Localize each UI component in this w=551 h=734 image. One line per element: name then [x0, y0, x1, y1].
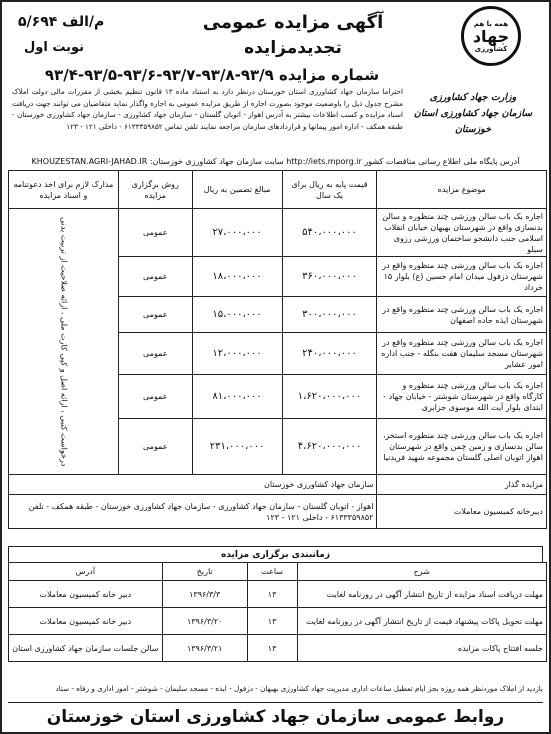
notice-subtitle: تجدیدمزایده: [244, 38, 342, 58]
schedule-row: [9, 581, 547, 608]
row-deposit: ۲۷،۰۰۰،۰۰۰: [192, 209, 282, 257]
schedule-hour: ۱۳: [247, 581, 297, 608]
col-hour: ساعت: [247, 563, 297, 581]
row-subject: اجاره یک باب سالن ورزشی چند منظوره و کارگاه واقع در شهرستان شوشتر - خیابان جهاد - ابتدای بلوار آیت الله موسوی جزایری: [377, 375, 547, 419]
auction-table: [8, 170, 547, 529]
auction-numbers: شماره مزایده ۹۳/۹-۹۳/۸-۹۳/۷-۹۳/۶-۹۳/۵-۹۳/۴: [44, 66, 380, 84]
schedule-hour: ۱۳: [247, 635, 297, 662]
row-method: عمومی: [118, 257, 192, 297]
row-deposit: ۱۸،۰۰۰،۰۰۰: [192, 257, 282, 297]
schedule-desc: مهلت دریافت اسناد مزایده از تاریخ انتشار آگهی در روزنامه لغایت: [297, 581, 546, 608]
row-base-price: ۴،۶۲۰،۰۰۰،۰۰۰: [282, 419, 377, 475]
col-method: روش برگزاری مزایده: [118, 171, 192, 209]
logo-main-text: جهاد: [472, 26, 510, 46]
schedule-address: دبیر خانه کمیسیون معاملات: [9, 581, 163, 608]
row-deposit: ۸۱،۰۰۰،۰۰۰: [192, 375, 282, 419]
schedule-date: ۱۳۹۶/۳/۳: [162, 581, 247, 608]
row-deposit: ۱۵،۰۰۰،۰۰۰: [192, 297, 282, 333]
auctioneer-value: سازمان جهاد کشاورزی خوزستان: [9, 475, 377, 495]
schedule-header-row: [9, 563, 547, 581]
schedule-title: زمانبندی برگزاری مزایده: [8, 546, 543, 562]
schedule-date: ۱۳۹۶/۳/۲۰: [162, 608, 247, 635]
col-subject: موضوع مزایده: [377, 171, 547, 209]
table-row: [9, 209, 547, 257]
schedule-row: [9, 635, 547, 662]
secretariat-value: اهواز - اتوبان گلستان - سازمان جهاد کشاورزی - سازمان جهاد کشاورزی خوزستان - طبقه همکف - تلفن ۶۱۳۳۳۵۹۸۵۲ - داخلی ۱۲۱ - ۱۲۳: [9, 495, 377, 529]
col-base-price: قیمت پایه به ریال برای یک سال: [282, 171, 377, 209]
logo-top-text: همه با هم: [473, 19, 509, 28]
schedule-hour: ۱۳: [247, 608, 297, 635]
schedule-address: دبیر خانه کمیسیون معاملات: [9, 608, 163, 635]
auctioneer-row: [9, 475, 547, 495]
schedule-address: سالن جلسات سازمان جهاد کشاورزی استان: [9, 635, 163, 662]
row-deposit: ۲۳۱،۰۰۰،۰۰۰: [192, 419, 282, 475]
schedule-desc: جلسه افتتاح پاکات مزایده: [297, 635, 546, 662]
header: [8, 6, 543, 68]
col-docs: مدارک لازم برای اخذ دعوتنامه و اسناد مزایده: [9, 171, 119, 209]
publication-turn: نوبت اول: [24, 40, 85, 55]
row-subject: اجاره یک باب سالن ورزشی چند منظوره و سالن بدنسازی واقع در شهرستان بهبهان خیابان انقلاب اسلامی جنب دانشجو ساختمان ورزشی رزوی سیلو: [377, 209, 547, 257]
table-header-row: [9, 171, 547, 209]
row-base-price: ۱،۶۲۰،۰۰۰،۰۰۰: [282, 375, 377, 419]
row-method: عمومی: [118, 297, 192, 333]
col-date: تاریخ: [162, 563, 247, 581]
row-deposit: ۱۲،۰۰۰،۰۰۰: [192, 333, 282, 375]
secretariat-label: دبیرخانه کمیسیون معاملات: [377, 495, 547, 529]
schedule-date: ۱۳۹۶/۳/۲۱: [162, 635, 247, 662]
website-line: آدرس پایگاه ملی اطلاع رسانی مناقصات کشور http://iets.mporg.ir سایت سازمان جهاد کشاورزی خوزستان: KHOUZESTAN.AGRI-JAHAD.IR: [31, 157, 520, 166]
public-relations-footer: روابط عمومی سازمان جهاد کشاورزی استان خوزستان: [8, 702, 543, 730]
col-desc: شرح: [297, 563, 546, 581]
schedule-table: [8, 562, 547, 662]
row-base-price: ۳۶۰،۰۰۰،۰۰۰: [282, 257, 377, 297]
secretariat-row: [9, 495, 547, 529]
organization-logo: [443, 6, 539, 66]
row-method: عمومی: [118, 209, 192, 257]
auctioneer-label: مزایده گذار: [377, 475, 547, 495]
schedule-desc: مهلت تحویل پاکات پیشنهاد قیمت از تاریخ انتشار آگهی در روزنامه لغایت: [297, 608, 546, 635]
row-subject: اجاره یک باب سالن ورزشی چند منظوره استخر، سالن بدنسازی و زمین چمن واقع در شهرستان اهواز اتوبان اصلی گلستان مجموعه شهید فریدنیا: [377, 419, 547, 475]
ministry-line-1: وزارت جهاد کشاورزی: [429, 92, 517, 103]
col-deposit: مبالغ تضمین به ریال: [192, 171, 282, 209]
row-subject: اجاره یک باب سالن ورزشی چند منظوره واقع در شهرستان مسجد سلیمان هفت بنگله - جنب اداره امور عشایر: [377, 333, 547, 375]
row-method: عمومی: [118, 333, 192, 375]
row-method: عمومی: [118, 419, 192, 475]
col-address: آدرس: [9, 563, 163, 581]
logo-bottom-text: کشاورزی: [474, 44, 508, 53]
row-base-price: ۲۴۰،۰۰۰،۰۰۰: [282, 333, 377, 375]
logo-emblem: [461, 6, 521, 66]
visit-footnote: بازدید از املاک موردنظر همه روزه بجز ایام تعطیل ساعات اداری مدیریت جهاد کشاورزی بهبهان - دزفول - ایذه - مسجد سلیمان - شوشتر - امور اداری و رفاه - ستاد: [55, 684, 543, 693]
row-method: عمومی: [118, 375, 192, 419]
row-subject: اجاره یک باب سالن ورزشی چند منظوره واقع در شهرستان ایذه جاده اصفهان: [377, 297, 547, 333]
row-base-price: ۳۰۰،۰۰۰،۰۰۰: [282, 297, 377, 333]
ministry-name: [409, 90, 537, 138]
notice-title: آگهی مزایده عمومی: [202, 12, 384, 33]
intro-paragraph: احتراما سازمان جهاد کشاورزی استان خوزستان درنظر دارد به استناد ماده ۱۳ قانون تنظیم بخشی از مقررات مالی دولت املاک مشرح جدول ذیل را باوضعیت موجود بصورت اجاره از طریق مزایده عمومی به اجاره واگذار نماید متقاضیان می توانند جهت دریافت اسناد مزایده و کسب اطلاعات بیشتر به آدرس اهواز - اتوبان گلستان - سازمان جهاد کشاورزی - سازمان جهاد کشاورزی خوزستان - طبقه همکف - اداره امور پیمانها و قراردادهای سازمان مراجعه نمایند تلفن تماس ۶۱۳۳۳۵۹۸۵۲ - داخلی ۱۲۱ - ۱۲۳: [12, 87, 403, 131]
ministry-line-2: سازمان جهاد کشاورزی استان خوزستان: [413, 108, 533, 135]
reference-number: ۵/۶۹۴ م/الف: [18, 14, 105, 30]
row-base-price: ۵۴۰،۰۰۰،۰۰۰: [282, 209, 377, 257]
schedule-row: [9, 608, 547, 635]
row-subject: اجاره یک باب سالن ورزشی چند منظوره واقع در شهرستان دزفول میدان امام حسین (ع) بلوار ۱۵ خرداد: [377, 257, 547, 297]
required-documents: درخواست کتبی ، ارائه اصل و کپی کارت ملی ، ارائه صلاحیت از تربیت بدنی: [9, 209, 119, 475]
